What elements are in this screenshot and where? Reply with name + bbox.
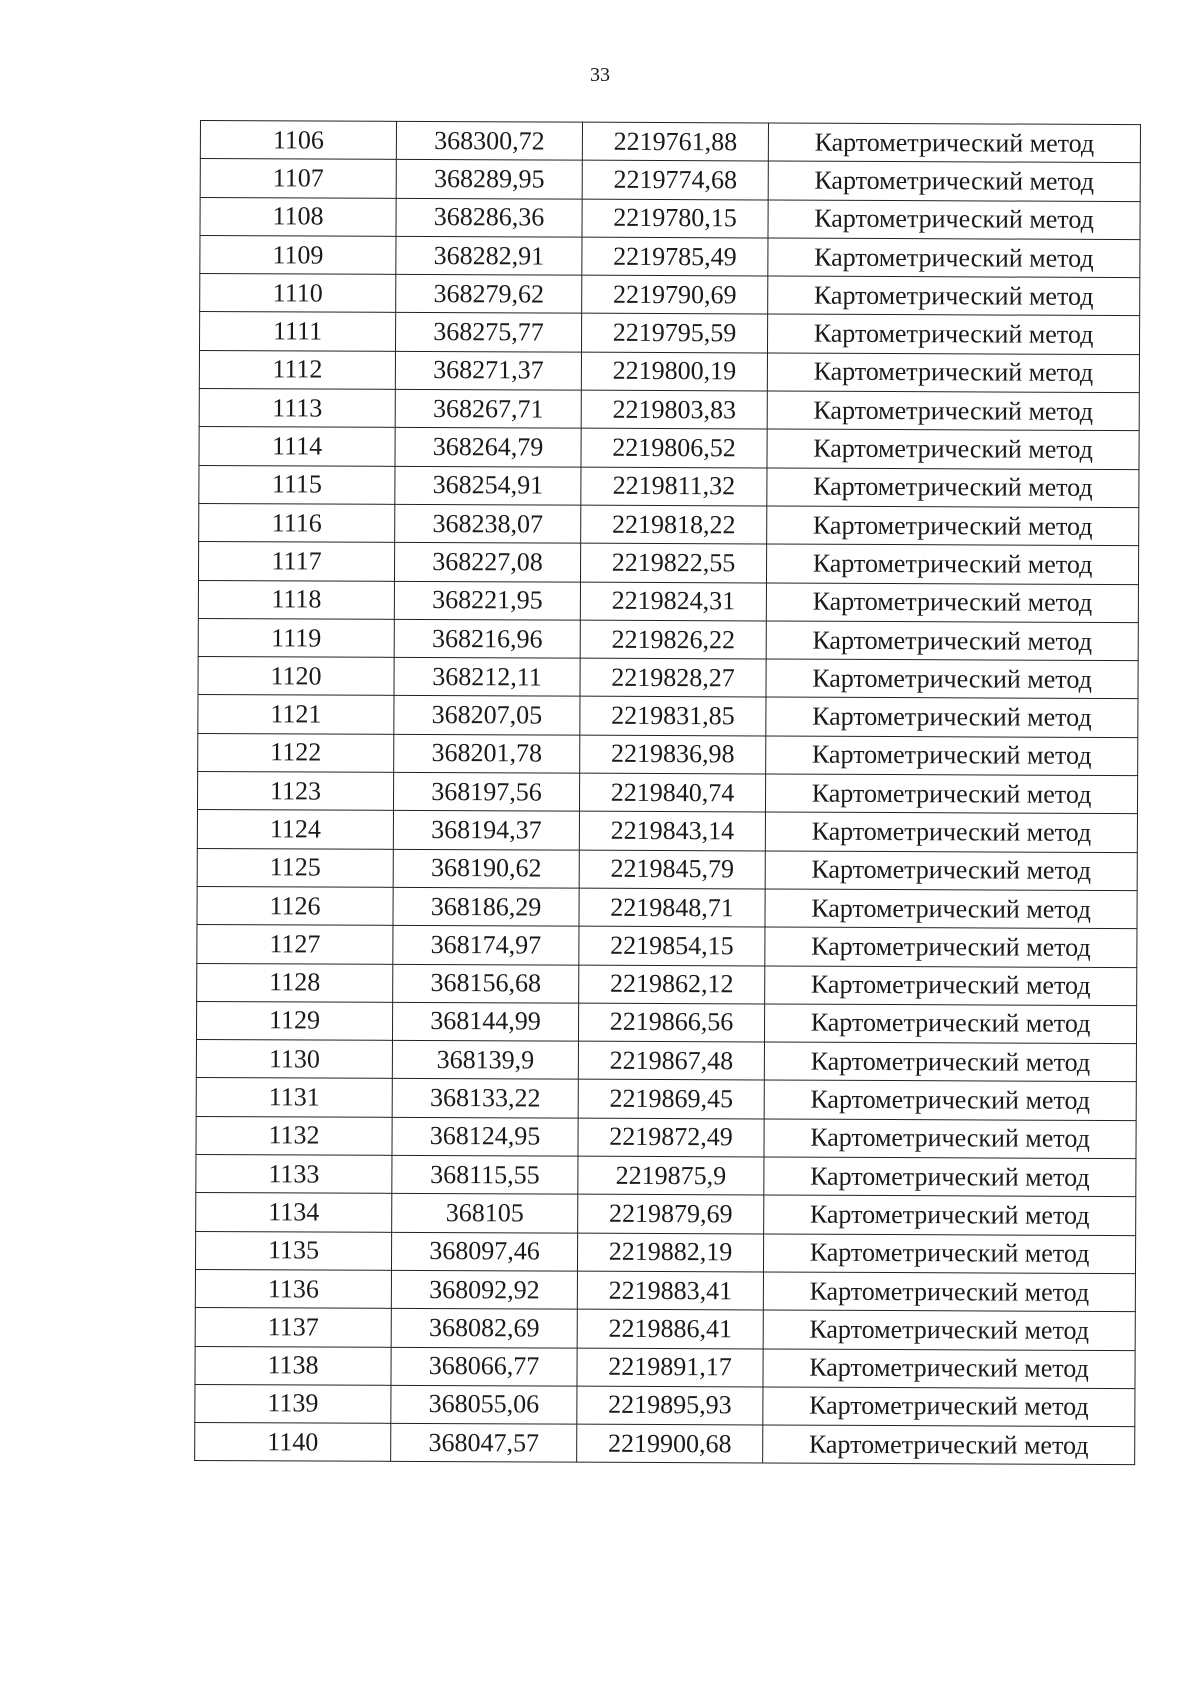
method-cell: Картометрический метод xyxy=(763,1425,1135,1465)
x-coordinate-cell: 368289,95 xyxy=(396,160,582,199)
x-coordinate-cell: 368174,97 xyxy=(393,926,579,965)
y-coordinate-cell: 2219875,9 xyxy=(578,1156,764,1195)
table-row xyxy=(199,503,1139,545)
table-row xyxy=(198,580,1138,622)
method-cell: Картометрический метод xyxy=(764,1157,1136,1197)
method-cell: Картометрический метод xyxy=(766,659,1138,699)
table-row xyxy=(200,235,1140,277)
y-coordinate-cell: 2219895,93 xyxy=(577,1386,763,1425)
x-coordinate-cell: 368207,05 xyxy=(394,696,580,735)
point-number-cell: 1135 xyxy=(195,1231,391,1270)
table-row xyxy=(198,542,1138,584)
y-coordinate-cell: 2219843,14 xyxy=(579,812,765,851)
x-coordinate-cell: 368267,71 xyxy=(395,389,581,428)
point-number-cell: 1117 xyxy=(198,542,394,581)
table-row xyxy=(197,772,1137,814)
method-cell: Картометрический метод xyxy=(765,966,1137,1006)
point-number-cell: 1106 xyxy=(200,121,396,160)
table-row xyxy=(195,1231,1135,1273)
method-cell: Картометрический метод xyxy=(766,621,1138,661)
method-cell: Картометрический метод xyxy=(763,1272,1135,1312)
point-number-cell: 1109 xyxy=(200,235,396,274)
y-coordinate-cell: 2219900,68 xyxy=(577,1424,763,1463)
y-coordinate-cell: 2219795,59 xyxy=(581,314,767,353)
y-coordinate-cell: 2219879,69 xyxy=(578,1194,764,1233)
x-coordinate-cell: 368238,07 xyxy=(395,504,581,543)
method-cell: Картометрический метод xyxy=(763,1310,1135,1350)
table-row xyxy=(197,925,1137,967)
y-coordinate-cell: 2219774,68 xyxy=(582,160,768,199)
y-coordinate-cell: 2219831,85 xyxy=(580,697,766,736)
point-number-cell: 1133 xyxy=(196,1155,392,1194)
table-row xyxy=(197,886,1137,928)
method-cell: Картометрический метод xyxy=(768,200,1140,240)
y-coordinate-cell: 2219872,49 xyxy=(578,1118,764,1157)
method-cell: Картометрический метод xyxy=(767,429,1139,469)
x-coordinate-cell: 368047,57 xyxy=(391,1423,577,1462)
method-cell: Картометрический метод xyxy=(765,812,1137,852)
y-coordinate-cell: 2219818,22 xyxy=(581,505,767,544)
table-row xyxy=(199,350,1139,392)
point-number-cell: 1139 xyxy=(195,1384,391,1423)
table-row xyxy=(195,1384,1135,1426)
point-number-cell: 1125 xyxy=(197,848,393,887)
point-number-cell: 1126 xyxy=(197,886,393,925)
x-coordinate-cell: 368227,08 xyxy=(394,543,580,582)
coordinates-table xyxy=(194,120,1141,1465)
y-coordinate-cell: 2219824,31 xyxy=(580,582,766,621)
y-coordinate-cell: 2219826,22 xyxy=(580,620,766,659)
y-coordinate-cell: 2219761,88 xyxy=(582,122,768,161)
table-row xyxy=(196,1193,1136,1235)
method-cell: Картометрический метод xyxy=(765,774,1137,814)
method-cell: Картометрический метод xyxy=(767,506,1139,546)
point-number-cell: 1131 xyxy=(196,1078,392,1117)
x-coordinate-cell: 368212,11 xyxy=(394,658,580,697)
method-cell: Картометрический метод xyxy=(768,276,1140,316)
table-row xyxy=(200,121,1140,163)
x-coordinate-cell: 368286,36 xyxy=(396,198,582,237)
point-number-cell: 1136 xyxy=(195,1269,391,1308)
y-coordinate-cell: 2219862,12 xyxy=(579,965,765,1004)
y-coordinate-cell: 2219811,32 xyxy=(581,467,767,506)
point-number-cell: 1112 xyxy=(199,350,395,389)
table-row xyxy=(196,1116,1136,1158)
table-row xyxy=(195,1308,1135,1350)
y-coordinate-cell: 2219891,17 xyxy=(577,1348,763,1387)
method-cell: Картометрический метод xyxy=(765,851,1137,891)
x-coordinate-cell: 368092,92 xyxy=(391,1270,577,1309)
point-number-cell: 1134 xyxy=(196,1193,392,1232)
table-row xyxy=(196,1040,1136,1082)
method-cell: Картометрический метод xyxy=(764,1195,1136,1235)
method-cell: Картометрический метод xyxy=(766,697,1138,737)
y-coordinate-cell: 2219780,15 xyxy=(582,199,768,238)
table-row xyxy=(195,1423,1135,1465)
y-coordinate-cell: 2219785,49 xyxy=(582,237,768,276)
y-coordinate-cell: 2219866,56 xyxy=(578,1003,764,1042)
point-number-cell: 1140 xyxy=(195,1423,391,1462)
point-number-cell: 1118 xyxy=(198,580,394,619)
x-coordinate-cell: 368139,9 xyxy=(392,1040,578,1079)
method-cell: Картометрический метод xyxy=(766,736,1138,776)
x-coordinate-cell: 368186,29 xyxy=(393,887,579,926)
y-coordinate-cell: 2219886,41 xyxy=(577,1309,763,1348)
method-cell: Картометрический метод xyxy=(765,927,1137,967)
point-number-cell: 1110 xyxy=(200,274,396,313)
method-cell: Картометрический метод xyxy=(766,544,1138,584)
method-cell: Картометрический метод xyxy=(765,889,1137,929)
table-row xyxy=(198,733,1138,775)
table-row xyxy=(199,465,1139,507)
x-coordinate-cell: 368216,96 xyxy=(394,619,580,658)
x-coordinate-cell: 368300,72 xyxy=(396,121,582,160)
x-coordinate-cell: 368197,56 xyxy=(393,772,579,811)
x-coordinate-cell: 368124,95 xyxy=(392,1117,578,1156)
point-number-cell: 1107 xyxy=(200,159,396,198)
x-coordinate-cell: 368066,77 xyxy=(391,1347,577,1386)
y-coordinate-cell: 2219848,71 xyxy=(579,888,765,927)
x-coordinate-cell: 368055,06 xyxy=(391,1385,577,1424)
table-row xyxy=(197,848,1137,890)
y-coordinate-cell: 2219867,48 xyxy=(578,1041,764,1080)
point-number-cell: 1113 xyxy=(199,389,395,428)
y-coordinate-cell: 2219840,74 xyxy=(579,773,765,812)
x-coordinate-cell: 368144,99 xyxy=(392,1002,578,1041)
y-coordinate-cell: 2219806,52 xyxy=(581,429,767,468)
table-row xyxy=(197,963,1137,1005)
x-coordinate-cell: 368271,37 xyxy=(395,351,581,390)
table-row xyxy=(195,1269,1135,1311)
y-coordinate-cell: 2219790,69 xyxy=(582,275,768,314)
method-cell: Картометрический метод xyxy=(768,123,1140,163)
y-coordinate-cell: 2219869,45 xyxy=(578,1080,764,1119)
point-number-cell: 1128 xyxy=(197,963,393,1002)
method-cell: Картометрический метод xyxy=(763,1348,1135,1388)
y-coordinate-cell: 2219836,98 xyxy=(580,735,766,774)
method-cell: Картометрический метод xyxy=(767,468,1139,508)
point-number-cell: 1137 xyxy=(195,1308,391,1347)
x-coordinate-cell: 368133,22 xyxy=(392,1079,578,1118)
method-cell: Картометрический метод xyxy=(764,1119,1136,1159)
method-cell: Картометрический метод xyxy=(764,1004,1136,1044)
x-coordinate-cell: 368190,62 xyxy=(393,849,579,888)
point-number-cell: 1130 xyxy=(196,1040,392,1079)
point-number-cell: 1108 xyxy=(200,197,396,236)
table-row xyxy=(200,274,1140,316)
table-row xyxy=(200,159,1140,201)
point-number-cell: 1120 xyxy=(198,657,394,696)
method-cell: Картометрический метод xyxy=(768,238,1140,278)
x-coordinate-cell: 368279,62 xyxy=(396,275,582,314)
method-cell: Картометрический метод xyxy=(763,1387,1135,1427)
x-coordinate-cell: 368254,91 xyxy=(395,466,581,505)
table-row xyxy=(198,695,1138,737)
y-coordinate-cell: 2219803,83 xyxy=(581,390,767,429)
method-cell: Картометрический метод xyxy=(766,583,1138,623)
y-coordinate-cell: 2219845,79 xyxy=(579,850,765,889)
y-coordinate-cell: 2219854,15 xyxy=(579,926,765,965)
x-coordinate-cell: 368105 xyxy=(392,1194,578,1233)
point-number-cell: 1132 xyxy=(196,1116,392,1155)
y-coordinate-cell: 2219800,19 xyxy=(581,352,767,391)
table-row xyxy=(199,312,1139,354)
page-number: 33 xyxy=(590,64,610,86)
point-number-cell: 1115 xyxy=(199,465,395,504)
x-coordinate-cell: 368082,69 xyxy=(391,1309,577,1348)
point-number-cell: 1114 xyxy=(199,427,395,466)
point-number-cell: 1123 xyxy=(197,772,393,811)
table-row xyxy=(196,1078,1136,1120)
method-cell: Картометрический метод xyxy=(767,314,1139,354)
y-coordinate-cell: 2219822,55 xyxy=(580,543,766,582)
table-row xyxy=(198,618,1138,660)
table-row xyxy=(199,389,1139,431)
x-coordinate-cell: 368115,55 xyxy=(392,1155,578,1194)
y-coordinate-cell: 2219883,41 xyxy=(577,1271,763,1310)
table-row xyxy=(199,427,1139,469)
x-coordinate-cell: 368221,95 xyxy=(394,581,580,620)
table-row xyxy=(196,1001,1136,1043)
table-row xyxy=(197,810,1137,852)
point-number-cell: 1124 xyxy=(197,810,393,849)
point-number-cell: 1122 xyxy=(198,733,394,772)
method-cell: Картометрический метод xyxy=(763,1234,1135,1274)
point-number-cell: 1127 xyxy=(197,925,393,964)
point-number-cell: 1121 xyxy=(198,695,394,734)
x-coordinate-cell: 368194,37 xyxy=(393,811,579,850)
y-coordinate-cell: 2219882,19 xyxy=(577,1233,763,1272)
table-row xyxy=(196,1155,1136,1197)
x-coordinate-cell: 368275,77 xyxy=(395,313,581,352)
point-number-cell: 1111 xyxy=(199,312,395,351)
x-coordinate-cell: 368201,78 xyxy=(394,734,580,773)
method-cell: Картометрический метод xyxy=(764,1042,1136,1082)
table-row xyxy=(198,657,1138,699)
coordinates-table-body xyxy=(195,121,1141,1465)
point-number-cell: 1116 xyxy=(199,503,395,542)
x-coordinate-cell: 368156,68 xyxy=(393,964,579,1003)
method-cell: Картометрический метод xyxy=(767,353,1139,393)
x-coordinate-cell: 368264,79 xyxy=(395,428,581,467)
table-row xyxy=(195,1346,1135,1388)
x-coordinate-cell: 368282,91 xyxy=(396,236,582,275)
y-coordinate-cell: 2219828,27 xyxy=(580,658,766,697)
method-cell: Картометрический метод xyxy=(767,391,1139,431)
point-number-cell: 1138 xyxy=(195,1346,391,1385)
table-row xyxy=(200,197,1140,239)
point-number-cell: 1129 xyxy=(196,1001,392,1040)
method-cell: Картометрический метод xyxy=(768,161,1140,201)
method-cell: Картометрический метод xyxy=(764,1080,1136,1120)
x-coordinate-cell: 368097,46 xyxy=(391,1232,577,1271)
point-number-cell: 1119 xyxy=(198,618,394,657)
